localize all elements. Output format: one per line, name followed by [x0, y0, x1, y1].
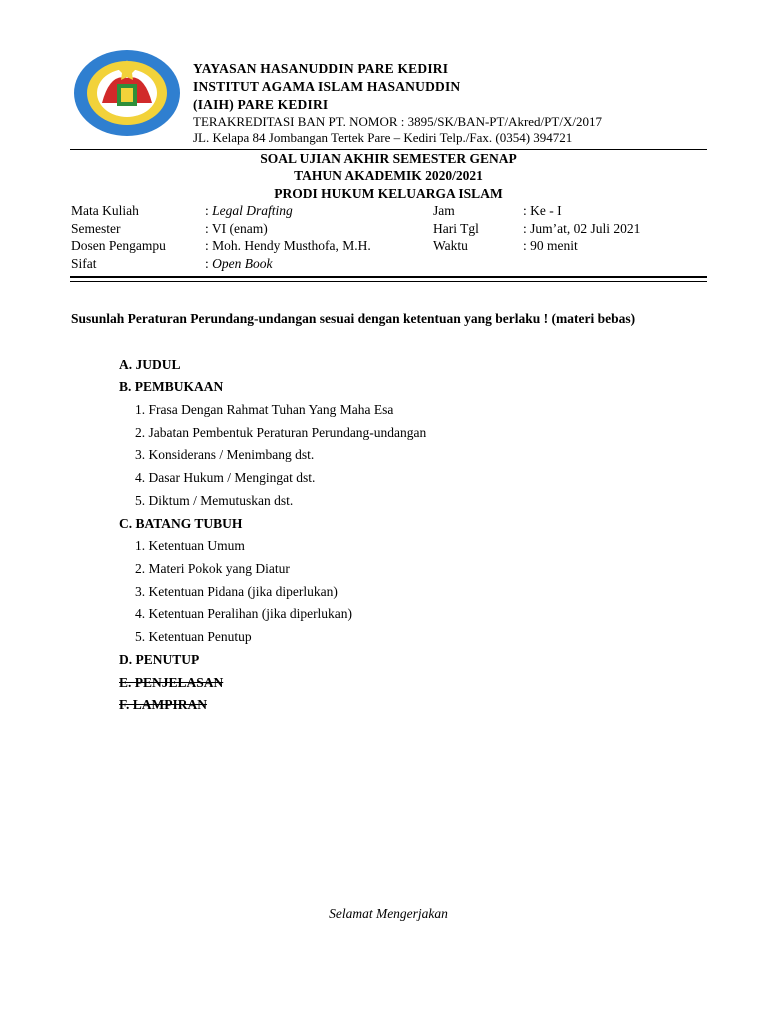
list-item: 5. Diktum / Memutuskan dst. [135, 493, 294, 508]
list-item: 2. Materi Pokok yang Diatur [135, 561, 290, 576]
section-title-b: B. PEMBUKAAN [119, 379, 224, 394]
section-title-c: C. BATANG TUBUH [119, 516, 243, 531]
section-title-e-struck: E. PENJELASAN [119, 675, 224, 690]
list-item: 1. Ketentuan Umum [135, 538, 245, 553]
header-institute: INSTITUT AGAMA ISLAM HASANUDDIN [193, 79, 461, 94]
list-item: 3. Ketentuan Pidana (jika diperlukan) [135, 584, 338, 599]
section-title-d: D. PENUTUP [119, 652, 200, 667]
info-value-nature: : Open Book [205, 256, 273, 271]
exam-title-line-2: TAHUN AKADEMIK 2020/2021 [294, 168, 483, 183]
info-value-duration: : 90 menit [523, 238, 578, 253]
info-value-semester: : VI (enam) [205, 221, 268, 236]
info-label-course: Mata Kuliah [71, 203, 139, 218]
header-foundation: YAYASAN HASANUDDIN PARE KEDIRI [193, 61, 449, 76]
list-item: 5. Ketentuan Penutup [135, 629, 252, 644]
list-item: 1. Frasa Dengan Rahmat Tuhan Yang Maha Esa [135, 402, 394, 417]
info-label-nature: Sifat [71, 256, 97, 271]
list-item: 2. Jabatan Pembentuk Peraturan Perundang-undangan [135, 425, 427, 440]
info-label-duration: Waktu [433, 238, 468, 253]
list-item: 4. Dasar Hukum / Mengingat dst. [135, 470, 316, 485]
header-abbrev: (IAIH) PARE KEDIRI [193, 97, 329, 112]
header-address: JL. Kelapa 84 Jombangan Tertek Pare – Kediri Telp./Fax. (0354) 394721 [193, 130, 573, 145]
list-item: 4. Ketentuan Peralihan (jika diperlukan) [135, 606, 353, 621]
info-value-course: : Legal Drafting [205, 203, 293, 218]
exam-title-line-1: SOAL UJIAN AKHIR SEMESTER GENAP [260, 151, 517, 166]
info-value-date: : Jum’at, 02 Juli 2021 [523, 221, 641, 236]
section-title-f-struck: F. LAMPIRAN [119, 697, 208, 712]
header-divider [70, 149, 707, 150]
info-label-date: Hari Tgl [433, 221, 479, 236]
info-label-lecturer: Dosen Pengampu [71, 238, 166, 253]
info-label-semester: Semester [71, 221, 121, 236]
info-label-session: Jam [433, 203, 455, 218]
section-title-a: A. JUDUL [119, 357, 181, 372]
question-text: Susunlah Peraturan Perundang-undangan sesuai dengan ketentuan yang berlaku ! (materi bebas) [71, 311, 636, 326]
institution-logo [72, 48, 182, 138]
info-value-lecturer: : Moh. Hendy Musthofa, M.H. [205, 238, 371, 253]
closing-text: Selamat Mengerjakan [329, 906, 448, 921]
info-value-session: : Ke - I [523, 203, 562, 218]
list-item: 3. Konsiderans / Menimbang dst. [135, 447, 315, 462]
header-accreditation: TERAKREDITASI BAN PT. NOMOR : 3895/SK/BAN-PT/Akred/PT/X/2017 [193, 114, 602, 129]
info-divider-top [70, 276, 707, 278]
exam-title-line-3: PRODI HUKUM KELUARGA ISLAM [274, 186, 503, 201]
info-divider-bottom [70, 281, 707, 282]
